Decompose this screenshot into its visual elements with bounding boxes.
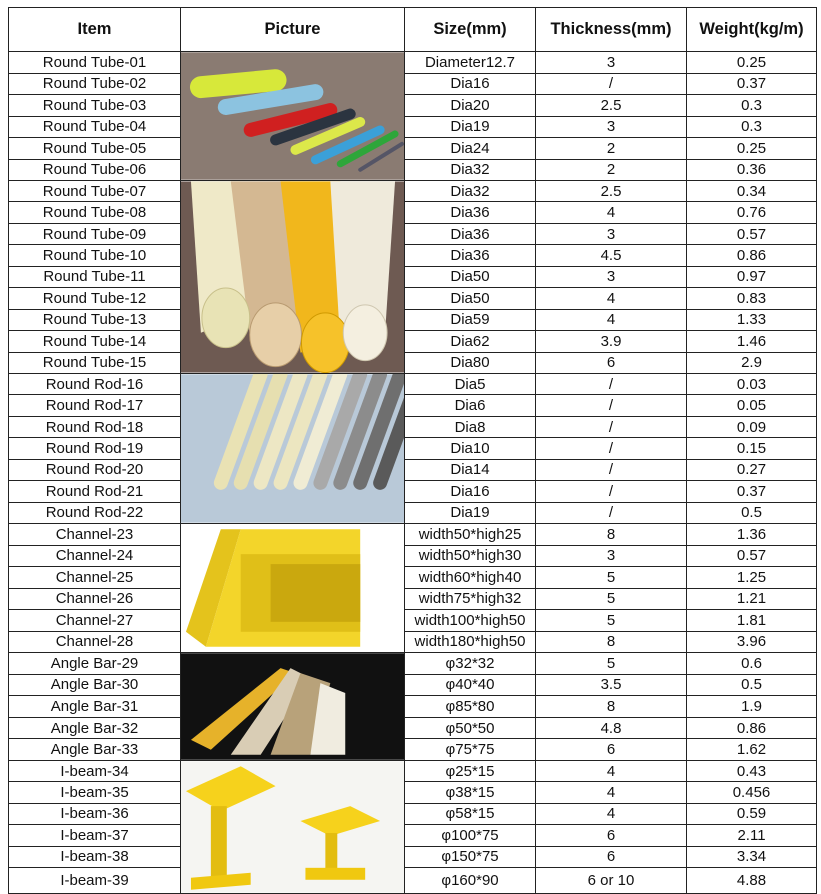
weight-cell: 0.5 (687, 502, 817, 523)
weight-cell: 0.36 (687, 159, 817, 181)
item-cell: Round Rod-16 (9, 374, 181, 395)
thickness-cell: 3 (536, 266, 687, 287)
size-cell: Dia62 (405, 331, 536, 352)
item-cell: Angle Bar-31 (9, 696, 181, 718)
table-row (9, 116, 817, 138)
weight-cell: 0.83 (687, 288, 817, 309)
table-row (9, 374, 817, 395)
item-cell: Round Tube-02 (9, 73, 181, 95)
thickness-cell: 8 (536, 631, 687, 653)
thickness-cell: 5 (536, 610, 687, 632)
size-cell: φ75*75 (405, 739, 536, 761)
size-cell: φ32*32 (405, 653, 536, 675)
angle-bar-photo-icon (181, 653, 404, 760)
table-row (9, 266, 817, 287)
item-cell: I-beam-39 (9, 867, 181, 893)
table-row (9, 395, 817, 416)
item-cell: Round Rod-17 (9, 395, 181, 416)
header-item: Item (9, 8, 181, 52)
table-row (9, 138, 817, 160)
table-row (9, 610, 817, 632)
size-cell: Dia19 (405, 116, 536, 138)
weight-cell: 0.05 (687, 395, 817, 416)
table-row (9, 761, 817, 782)
weight-cell: 1.9 (687, 696, 817, 718)
table-row (9, 502, 817, 523)
table-row (9, 867, 817, 893)
size-cell: Dia50 (405, 288, 536, 309)
size-cell: width100*high50 (405, 610, 536, 632)
thickness-cell: 3 (536, 223, 687, 244)
thickness-cell: 4 (536, 782, 687, 803)
thickness-cell: / (536, 73, 687, 95)
size-cell: Dia8 (405, 416, 536, 437)
item-cell: Round Tube-04 (9, 116, 181, 138)
weight-cell: 0.43 (687, 761, 817, 782)
thickness-cell: 5 (536, 567, 687, 589)
weight-cell: 0.34 (687, 181, 817, 202)
thickness-cell: 3.5 (536, 674, 687, 696)
table-row (9, 52, 817, 74)
size-cell: Dia36 (405, 202, 536, 223)
size-cell: φ25*15 (405, 761, 536, 782)
thickness-cell: 4 (536, 761, 687, 782)
weight-cell: 0.09 (687, 416, 817, 437)
weight-cell: 0.3 (687, 95, 817, 117)
thickness-cell: 4 (536, 309, 687, 330)
weight-cell: 0.6 (687, 653, 817, 675)
table-row (9, 825, 817, 846)
item-cell: Round Tube-15 (9, 352, 181, 374)
size-cell: Dia16 (405, 73, 536, 95)
thickness-cell: 2.5 (536, 95, 687, 117)
table-row (9, 782, 817, 803)
thickness-cell: / (536, 481, 687, 502)
large-round-tubes-picture (181, 181, 405, 374)
table-row (9, 309, 817, 330)
item-cell: Angle Bar-29 (9, 653, 181, 675)
item-cell: Angle Bar-30 (9, 674, 181, 696)
weight-cell: 4.88 (687, 867, 817, 893)
item-cell: Round Rod-21 (9, 481, 181, 502)
weight-cell: 1.46 (687, 331, 817, 352)
size-cell: φ50*50 (405, 717, 536, 739)
table-row (9, 674, 817, 696)
size-cell: Dia80 (405, 352, 536, 374)
thickness-cell: / (536, 459, 687, 480)
size-cell: φ38*15 (405, 782, 536, 803)
header-thickness: Thickness(mm) (536, 8, 687, 52)
large-round-tubes-photo-icon (181, 181, 404, 373)
item-cell: Round Tube-13 (9, 309, 181, 330)
size-cell: φ58*15 (405, 803, 536, 824)
thickness-cell: 6 (536, 352, 687, 374)
size-cell: Dia16 (405, 481, 536, 502)
colored-round-tubes-photo-icon (181, 52, 404, 180)
size-cell: Dia14 (405, 459, 536, 480)
weight-cell: 0.59 (687, 803, 817, 824)
thickness-cell: 8 (536, 696, 687, 718)
thickness-cell: 4.8 (536, 717, 687, 739)
thickness-cell: 4 (536, 803, 687, 824)
item-cell: Round Tube-11 (9, 266, 181, 287)
table-row (9, 459, 817, 480)
table-row (9, 245, 817, 266)
thickness-cell: 4.5 (536, 245, 687, 266)
weight-cell: 0.5 (687, 674, 817, 696)
item-cell: I-beam-35 (9, 782, 181, 803)
item-cell: Round Tube-06 (9, 159, 181, 181)
weight-cell: 1.81 (687, 610, 817, 632)
size-cell: Dia5 (405, 374, 536, 395)
item-cell: I-beam-37 (9, 825, 181, 846)
size-cell: Dia19 (405, 502, 536, 523)
weight-cell: 0.25 (687, 138, 817, 160)
thickness-cell: 2 (536, 159, 687, 181)
item-cell: Round Rod-20 (9, 459, 181, 480)
item-cell: Round Rod-19 (9, 438, 181, 459)
weight-cell: 0.456 (687, 782, 817, 803)
weight-cell: 2.11 (687, 825, 817, 846)
size-cell: Dia36 (405, 245, 536, 266)
size-cell: Dia20 (405, 95, 536, 117)
table-row (9, 567, 817, 589)
thickness-cell: 6 or 10 (536, 867, 687, 893)
item-cell: Round Rod-18 (9, 416, 181, 437)
yellow-i-beam-picture (181, 761, 405, 894)
size-cell: Dia32 (405, 159, 536, 181)
weight-cell: 0.37 (687, 481, 817, 502)
header-size: Size(mm) (405, 8, 536, 52)
thickness-cell: 6 (536, 739, 687, 761)
weight-cell: 0.86 (687, 245, 817, 266)
thickness-cell: 3.9 (536, 331, 687, 352)
yellow-channel-picture (181, 524, 405, 653)
size-cell: φ160*90 (405, 867, 536, 893)
table-row (9, 181, 817, 202)
size-cell: Dia24 (405, 138, 536, 160)
weight-cell: 0.25 (687, 52, 817, 74)
size-cell: width50*high30 (405, 545, 536, 567)
yellow-channel-photo-icon (181, 524, 404, 652)
size-cell: φ40*40 (405, 674, 536, 696)
thickness-cell: / (536, 502, 687, 523)
table-row (9, 73, 817, 95)
header-weight: Weight(kg/m) (687, 8, 817, 52)
weight-cell: 1.21 (687, 588, 817, 610)
size-cell: φ85*80 (405, 696, 536, 718)
table-row (9, 352, 817, 374)
table-row (9, 223, 817, 244)
yellow-i-beam-photo-icon (181, 761, 404, 893)
weight-cell: 0.3 (687, 116, 817, 138)
table-row (9, 95, 817, 117)
colored-round-tubes-picture (181, 52, 405, 181)
weight-cell: 2.9 (687, 352, 817, 374)
item-cell: I-beam-36 (9, 803, 181, 824)
weight-cell: 3.34 (687, 846, 817, 867)
header-row (9, 8, 817, 52)
thickness-cell: 5 (536, 588, 687, 610)
thickness-cell: / (536, 395, 687, 416)
thickness-cell: / (536, 374, 687, 395)
thickness-cell: 4 (536, 202, 687, 223)
product-spec-table (8, 7, 817, 894)
table-row (9, 288, 817, 309)
weight-cell: 0.03 (687, 374, 817, 395)
item-cell: Round Tube-05 (9, 138, 181, 160)
weight-cell: 0.57 (687, 545, 817, 567)
item-cell: Round Tube-03 (9, 95, 181, 117)
size-cell: Dia6 (405, 395, 536, 416)
table-row (9, 717, 817, 739)
item-cell: Channel-26 (9, 588, 181, 610)
size-cell: width60*high40 (405, 567, 536, 589)
table-row (9, 438, 817, 459)
weight-cell: 1.25 (687, 567, 817, 589)
thickness-cell: 6 (536, 825, 687, 846)
item-cell: Round Tube-10 (9, 245, 181, 266)
thickness-cell: 3 (536, 52, 687, 74)
weight-cell: 0.27 (687, 459, 817, 480)
thickness-cell: / (536, 416, 687, 437)
thickness-cell: 4 (536, 288, 687, 309)
weight-cell: 0.57 (687, 223, 817, 244)
size-cell: width180*high50 (405, 631, 536, 653)
table-row (9, 588, 817, 610)
thickness-cell: 3 (536, 116, 687, 138)
weight-cell: 1.62 (687, 739, 817, 761)
size-cell: Dia32 (405, 181, 536, 202)
thickness-cell: 8 (536, 524, 687, 546)
item-cell: Round Tube-07 (9, 181, 181, 202)
thickness-cell: 5 (536, 653, 687, 675)
item-cell: Channel-23 (9, 524, 181, 546)
item-cell: Channel-28 (9, 631, 181, 653)
size-cell: Dia36 (405, 223, 536, 244)
item-cell: Round Tube-09 (9, 223, 181, 244)
item-cell: Angle Bar-32 (9, 717, 181, 739)
weight-cell: 0.86 (687, 717, 817, 739)
weight-cell: 0.15 (687, 438, 817, 459)
item-cell: Round Tube-14 (9, 331, 181, 352)
thickness-cell: / (536, 438, 687, 459)
thickness-cell: 2 (536, 138, 687, 160)
table-row (9, 202, 817, 223)
table-row (9, 696, 817, 718)
thickness-cell: 2.5 (536, 181, 687, 202)
size-cell: Dia59 (405, 309, 536, 330)
item-cell: Channel-27 (9, 610, 181, 632)
item-cell: Angle Bar-33 (9, 739, 181, 761)
weight-cell: 0.97 (687, 266, 817, 287)
size-cell: width75*high32 (405, 588, 536, 610)
item-cell: I-beam-34 (9, 761, 181, 782)
size-cell: Dia50 (405, 266, 536, 287)
table-row (9, 481, 817, 502)
item-cell: Round Tube-08 (9, 202, 181, 223)
round-rods-photo-icon (181, 374, 404, 523)
table-row (9, 846, 817, 867)
weight-cell: 0.37 (687, 73, 817, 95)
table-row (9, 739, 817, 761)
size-cell: width50*high25 (405, 524, 536, 546)
item-cell: I-beam-38 (9, 846, 181, 867)
table-row (9, 803, 817, 824)
table-row (9, 159, 817, 181)
weight-cell: 1.33 (687, 309, 817, 330)
item-cell: Channel-24 (9, 545, 181, 567)
round-rods-picture (181, 374, 405, 524)
table-row (9, 631, 817, 653)
item-cell: Round Tube-01 (9, 52, 181, 74)
size-cell: φ100*75 (405, 825, 536, 846)
table-row (9, 545, 817, 567)
thickness-cell: 6 (536, 846, 687, 867)
angle-bar-picture (181, 653, 405, 761)
header-picture: Picture (181, 8, 405, 52)
table-row (9, 653, 817, 675)
item-cell: Channel-25 (9, 567, 181, 589)
item-cell: Round Rod-22 (9, 502, 181, 523)
weight-cell: 3.96 (687, 631, 817, 653)
size-cell: Dia10 (405, 438, 536, 459)
size-cell: φ150*75 (405, 846, 536, 867)
thickness-cell: 3 (536, 545, 687, 567)
weight-cell: 1.36 (687, 524, 817, 546)
table-row (9, 416, 817, 437)
weight-cell: 0.76 (687, 202, 817, 223)
size-cell: Diameter12.7 (405, 52, 536, 74)
item-cell: Round Tube-12 (9, 288, 181, 309)
table-row (9, 524, 817, 546)
table-row (9, 331, 817, 352)
